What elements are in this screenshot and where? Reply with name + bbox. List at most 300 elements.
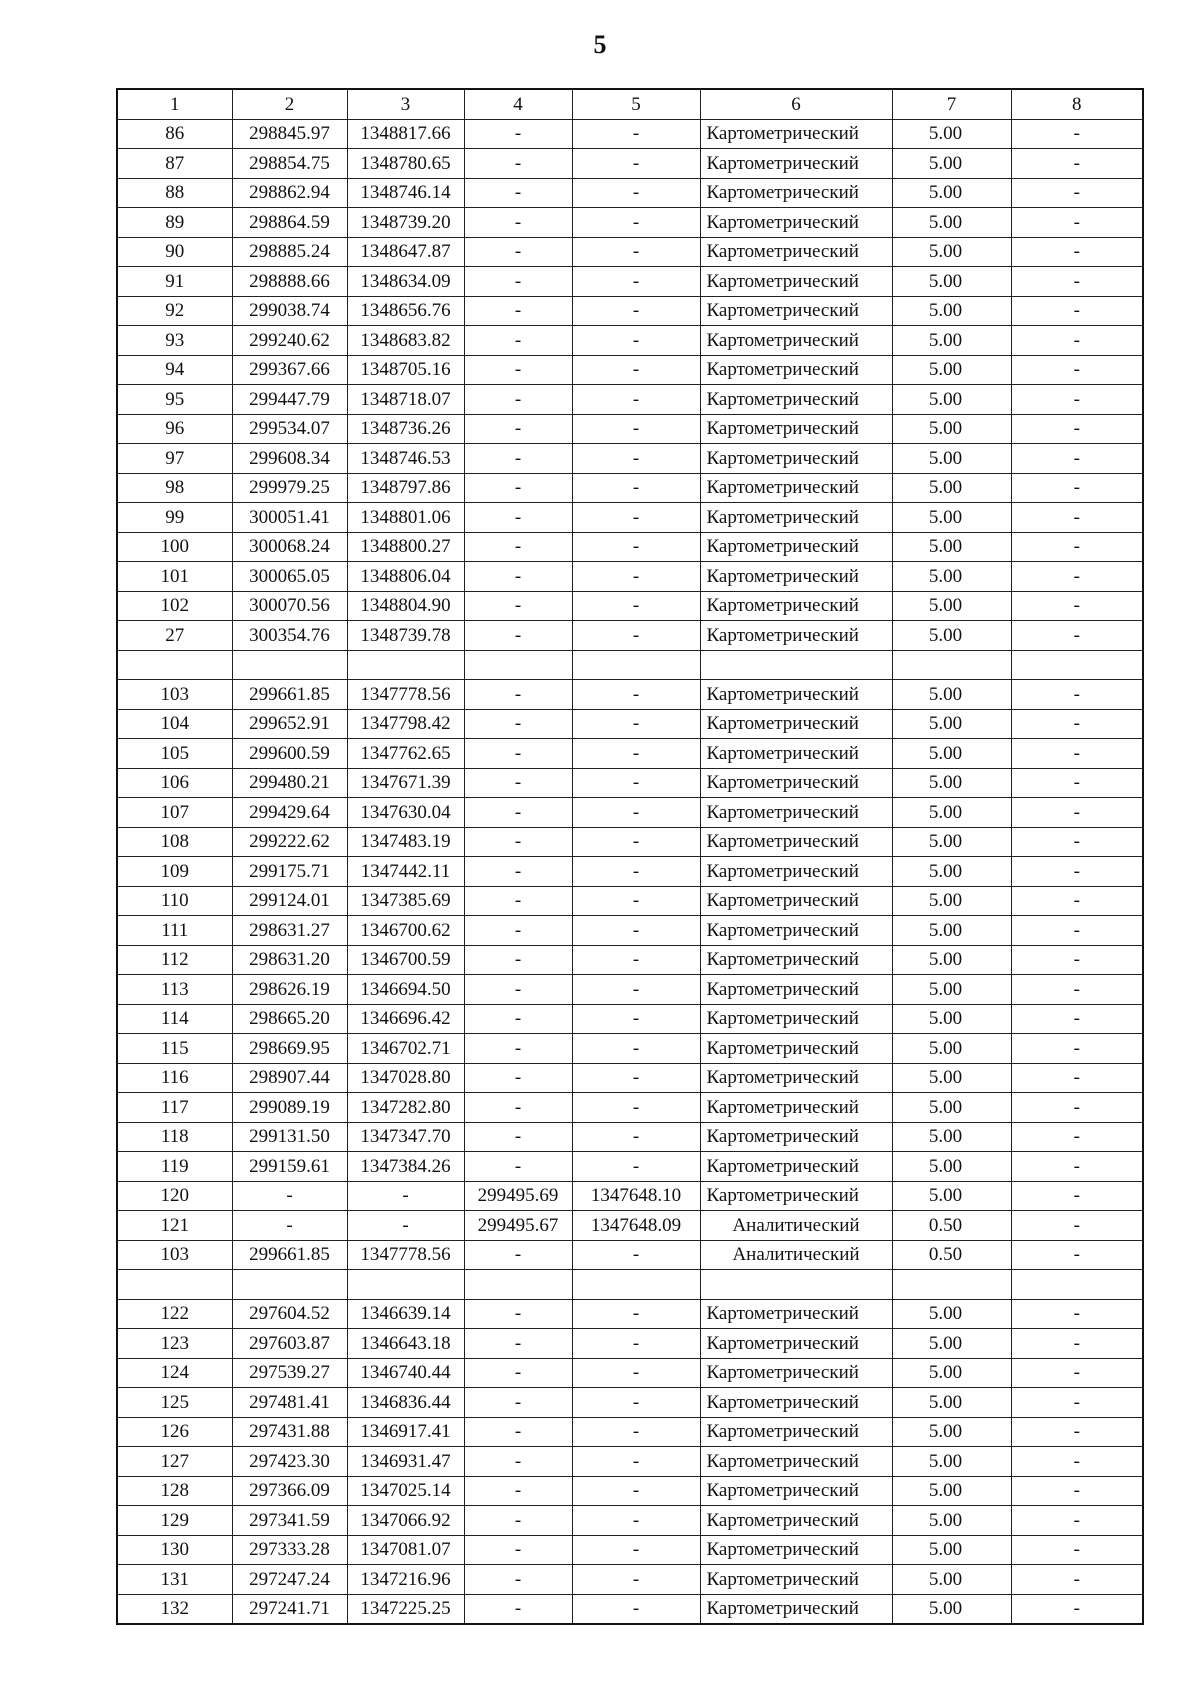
description-cell: - [1011, 886, 1143, 916]
x-coordinate-cell: 300065.05 [232, 562, 347, 592]
description-cell: - [1011, 739, 1143, 769]
description-cell: - [1011, 709, 1143, 739]
y-coordinate-cell: 1347762.65 [347, 739, 464, 769]
y-new-cell: - [572, 532, 700, 562]
x-new-cell: - [464, 208, 572, 238]
description-cell: - [1011, 444, 1143, 474]
table-row [117, 1211, 1143, 1241]
method-cell: Аналитический [700, 1211, 892, 1241]
x-coordinate-cell: 299222.62 [232, 827, 347, 857]
table-row [117, 1417, 1143, 1447]
table-row [117, 1535, 1143, 1565]
point-number-cell: 116 [117, 1063, 232, 1093]
description-cell: - [1011, 149, 1143, 179]
description-cell: - [1011, 1388, 1143, 1418]
y-coordinate-cell: 1347225.25 [347, 1594, 464, 1624]
table-row [117, 1329, 1143, 1359]
x-coordinate-cell: 297481.41 [232, 1388, 347, 1418]
description-cell: - [1011, 1093, 1143, 1123]
y-new-cell: - [572, 355, 700, 385]
x-new-cell: - [464, 916, 572, 946]
y-new-cell: - [572, 326, 700, 356]
table-row [117, 1447, 1143, 1477]
method-cell: Картометрический [700, 1181, 892, 1211]
x-new-cell: - [464, 444, 572, 474]
table-row [117, 768, 1143, 798]
description-cell [1011, 650, 1143, 680]
x-coordinate-cell: 299480.21 [232, 768, 347, 798]
accuracy-cell: 5.00 [892, 267, 1011, 297]
y-new-cell: - [572, 1240, 700, 1270]
x-coordinate-cell: 299652.91 [232, 709, 347, 739]
accuracy-cell: 5.00 [892, 1122, 1011, 1152]
method-cell: Картометрический [700, 1447, 892, 1477]
x-coordinate-cell: 299038.74 [232, 296, 347, 326]
x-coordinate-cell: 299608.34 [232, 444, 347, 474]
x-coordinate-cell: 299159.61 [232, 1152, 347, 1182]
point-number-cell: 117 [117, 1093, 232, 1123]
x-new-cell: - [464, 945, 572, 975]
x-new-cell: - [464, 1093, 572, 1123]
method-cell: Картометрический [700, 680, 892, 710]
y-new-cell: - [572, 208, 700, 238]
method-cell: Картометрический [700, 444, 892, 474]
description-cell: - [1011, 827, 1143, 857]
y-coordinate-cell: 1346702.71 [347, 1034, 464, 1064]
y-coordinate-cell: 1348800.27 [347, 532, 464, 562]
point-number-cell: 98 [117, 473, 232, 503]
description-cell: - [1011, 1211, 1143, 1241]
point-number-cell: 102 [117, 591, 232, 621]
y-new-cell: - [572, 945, 700, 975]
y-coordinate-cell: 1347028.80 [347, 1063, 464, 1093]
x-coordinate-cell: 299661.85 [232, 680, 347, 710]
method-cell: Картометрический [700, 1506, 892, 1536]
accuracy-cell: 5.00 [892, 503, 1011, 533]
table-row [117, 916, 1143, 946]
x-new-cell: - [464, 414, 572, 444]
x-new-cell: - [464, 1594, 572, 1624]
table-row [117, 473, 1143, 503]
accuracy-cell: 5.00 [892, 886, 1011, 916]
x-new-cell: - [464, 680, 572, 710]
description-cell: - [1011, 1417, 1143, 1447]
description-cell: - [1011, 1152, 1143, 1182]
y-coordinate-cell: 1347384.26 [347, 1152, 464, 1182]
x-coordinate-cell: 300051.41 [232, 503, 347, 533]
x-new-cell: - [464, 1447, 572, 1477]
x-coordinate-cell: 298845.97 [232, 119, 347, 149]
method-cell: Картометрический [700, 1034, 892, 1064]
point-number-cell: 104 [117, 709, 232, 739]
x-coordinate-cell: 297603.87 [232, 1329, 347, 1359]
x-coordinate-cell: 299600.59 [232, 739, 347, 769]
x-new-cell: - [464, 798, 572, 828]
accuracy-cell: 5.00 [892, 1004, 1011, 1034]
y-coordinate-cell: 1346696.42 [347, 1004, 464, 1034]
method-cell: Картометрический [700, 1299, 892, 1329]
y-new-cell: - [572, 267, 700, 297]
x-coordinate-cell: 297431.88 [232, 1417, 347, 1447]
point-number-cell: 115 [117, 1034, 232, 1064]
method-cell: Картометрический [700, 1388, 892, 1418]
accuracy-cell: 5.00 [892, 827, 1011, 857]
x-coordinate-cell: 298907.44 [232, 1063, 347, 1093]
description-cell: - [1011, 1358, 1143, 1388]
y-new-cell: - [572, 119, 700, 149]
x-coordinate-cell: 298631.27 [232, 916, 347, 946]
x-new-cell: - [464, 503, 572, 533]
point-number-cell: 90 [117, 237, 232, 267]
point-number-cell: 86 [117, 119, 232, 149]
y-new-cell: - [572, 768, 700, 798]
table-row [117, 680, 1143, 710]
x-coordinate-cell: 297333.28 [232, 1535, 347, 1565]
x-coordinate-cell: 298885.24 [232, 237, 347, 267]
method-cell: Картометрический [700, 414, 892, 444]
table-row [117, 857, 1143, 887]
table-row [117, 1358, 1143, 1388]
method-cell: Картометрический [700, 1476, 892, 1506]
point-number-cell: 130 [117, 1535, 232, 1565]
x-new-cell: - [464, 1034, 572, 1064]
x-coordinate-cell: 299124.01 [232, 886, 347, 916]
method-cell: Картометрический [700, 237, 892, 267]
point-number-cell: 121 [117, 1211, 232, 1241]
accuracy-cell: 5.00 [892, 473, 1011, 503]
y-coordinate-cell: 1348817.66 [347, 119, 464, 149]
x-coordinate-cell: 299429.64 [232, 798, 347, 828]
table-row [117, 621, 1143, 651]
description-cell: - [1011, 385, 1143, 415]
accuracy-cell: 5.00 [892, 355, 1011, 385]
accuracy-cell: 5.00 [892, 945, 1011, 975]
description-cell: - [1011, 326, 1143, 356]
accuracy-cell: 5.00 [892, 1565, 1011, 1595]
x-new-cell: - [464, 1388, 572, 1418]
point-number-cell: 123 [117, 1329, 232, 1359]
accuracy-cell: 5.00 [892, 1594, 1011, 1624]
x-new-cell: - [464, 591, 572, 621]
method-cell: Картометрический [700, 1122, 892, 1152]
table-row [117, 503, 1143, 533]
method-cell [700, 1270, 892, 1300]
y-coordinate-cell: 1347216.96 [347, 1565, 464, 1595]
x-new-cell: - [464, 149, 572, 179]
method-cell: Картометрический [700, 355, 892, 385]
accuracy-cell: 5.00 [892, 1476, 1011, 1506]
description-cell: - [1011, 591, 1143, 621]
x-new-cell: - [464, 326, 572, 356]
description-cell: - [1011, 1594, 1143, 1624]
y-coordinate-cell: - [347, 1181, 464, 1211]
y-coordinate-cell: 1348705.16 [347, 355, 464, 385]
description-cell: - [1011, 621, 1143, 651]
table-row [117, 1004, 1143, 1034]
accuracy-cell: 5.00 [892, 119, 1011, 149]
table-row [117, 1388, 1143, 1418]
y-new-cell: - [572, 798, 700, 828]
point-number-cell: 91 [117, 267, 232, 297]
method-cell: Картометрический [700, 119, 892, 149]
table-row [117, 267, 1143, 297]
point-number-cell: 101 [117, 562, 232, 592]
description-cell: - [1011, 355, 1143, 385]
accuracy-cell: 5.00 [892, 709, 1011, 739]
accuracy-cell: 5.00 [892, 1181, 1011, 1211]
accuracy-cell: 5.00 [892, 1388, 1011, 1418]
y-coordinate-cell: 1347347.70 [347, 1122, 464, 1152]
x-new-cell: - [464, 1358, 572, 1388]
table-row [117, 1594, 1143, 1624]
column-header: 6 [700, 89, 892, 119]
accuracy-cell: 5.00 [892, 1358, 1011, 1388]
accuracy-cell: 5.00 [892, 385, 1011, 415]
y-new-cell: - [572, 178, 700, 208]
point-number-cell: 118 [117, 1122, 232, 1152]
y-coordinate-cell: 1347282.80 [347, 1093, 464, 1123]
point-number-cell: 94 [117, 355, 232, 385]
y-new-cell: - [572, 1299, 700, 1329]
y-new-cell: - [572, 414, 700, 444]
y-new-cell: - [572, 1122, 700, 1152]
method-cell: Картометрический [700, 503, 892, 533]
x-coordinate-cell: 299534.07 [232, 414, 347, 444]
x-new-cell: - [464, 385, 572, 415]
x-new-cell: - [464, 709, 572, 739]
accuracy-cell: 5.00 [892, 975, 1011, 1005]
y-new-cell: - [572, 503, 700, 533]
accuracy-cell: 5.00 [892, 178, 1011, 208]
table-row [117, 1240, 1143, 1270]
accuracy-cell: 5.00 [892, 1535, 1011, 1565]
point-number-cell [117, 650, 232, 680]
x-coordinate-cell: 297247.24 [232, 1565, 347, 1595]
method-cell: Картометрический [700, 1063, 892, 1093]
accuracy-cell: 5.00 [892, 768, 1011, 798]
x-coordinate-cell: 300070.56 [232, 591, 347, 621]
description-cell: - [1011, 208, 1143, 238]
description-cell: - [1011, 1240, 1143, 1270]
y-coordinate-cell: 1347630.04 [347, 798, 464, 828]
point-number-cell: 106 [117, 768, 232, 798]
x-coordinate-cell: 299661.85 [232, 1240, 347, 1270]
y-coordinate-cell: - [347, 1211, 464, 1241]
description-cell: - [1011, 1565, 1143, 1595]
method-cell: Картометрический [700, 1093, 892, 1123]
point-number-cell: 127 [117, 1447, 232, 1477]
table-row [117, 562, 1143, 592]
description-cell: - [1011, 237, 1143, 267]
y-coordinate-cell: 1347778.56 [347, 680, 464, 710]
y-new-cell: - [572, 1535, 700, 1565]
x-new-cell: 299495.67 [464, 1211, 572, 1241]
x-coordinate-cell [232, 1270, 347, 1300]
table-row [117, 1565, 1143, 1595]
accuracy-cell: 5.00 [892, 1093, 1011, 1123]
y-new-cell: - [572, 827, 700, 857]
x-new-cell: - [464, 178, 572, 208]
description-cell: - [1011, 119, 1143, 149]
y-coordinate-cell: 1347778.56 [347, 1240, 464, 1270]
x-coordinate-cell: - [232, 1211, 347, 1241]
description-cell: - [1011, 975, 1143, 1005]
accuracy-cell: 0.50 [892, 1211, 1011, 1241]
x-coordinate-cell: 300354.76 [232, 621, 347, 651]
x-coordinate-cell: 298864.59 [232, 208, 347, 238]
point-number-cell: 124 [117, 1358, 232, 1388]
point-number-cell: 89 [117, 208, 232, 238]
point-number-cell: 122 [117, 1299, 232, 1329]
table-row [117, 709, 1143, 739]
x-new-cell: - [464, 267, 572, 297]
y-coordinate-cell: 1346700.62 [347, 916, 464, 946]
table-row [117, 1063, 1143, 1093]
method-cell: Картометрический [700, 267, 892, 297]
accuracy-cell: 5.00 [892, 532, 1011, 562]
x-new-cell: - [464, 886, 572, 916]
y-coordinate-cell: 1346836.44 [347, 1388, 464, 1418]
point-number-cell: 125 [117, 1388, 232, 1418]
point-number-cell: 112 [117, 945, 232, 975]
column-header: 1 [117, 89, 232, 119]
x-new-cell: - [464, 857, 572, 887]
point-number-cell: 119 [117, 1152, 232, 1182]
y-new-cell: - [572, 591, 700, 621]
x-new-cell: - [464, 621, 572, 651]
accuracy-cell: 5.00 [892, 1063, 1011, 1093]
table-row [117, 1122, 1143, 1152]
y-coordinate-cell: 1347066.92 [347, 1506, 464, 1536]
y-coordinate-cell [347, 1270, 464, 1300]
y-coordinate-cell: 1348683.82 [347, 326, 464, 356]
accuracy-cell: 5.00 [892, 1034, 1011, 1064]
description-cell: - [1011, 768, 1143, 798]
method-cell: Картометрический [700, 1417, 892, 1447]
x-coordinate-cell: - [232, 1181, 347, 1211]
table-row [117, 149, 1143, 179]
x-coordinate-cell: 297423.30 [232, 1447, 347, 1477]
x-new-cell: - [464, 739, 572, 769]
x-new-cell: - [464, 1004, 572, 1034]
y-coordinate-cell: 1348656.76 [347, 296, 464, 326]
table-body [117, 119, 1143, 1624]
y-new-cell [572, 1270, 700, 1300]
point-number-cell: 114 [117, 1004, 232, 1034]
y-new-cell: - [572, 562, 700, 592]
table-row [117, 975, 1143, 1005]
method-cell: Картометрический [700, 1358, 892, 1388]
y-new-cell: - [572, 473, 700, 503]
x-coordinate-cell: 297604.52 [232, 1299, 347, 1329]
point-number-cell: 129 [117, 1506, 232, 1536]
table-row [117, 385, 1143, 415]
y-new-cell: 1347648.09 [572, 1211, 700, 1241]
x-coordinate-cell: 297539.27 [232, 1358, 347, 1388]
x-new-cell [464, 650, 572, 680]
y-new-cell: - [572, 739, 700, 769]
y-coordinate-cell: 1348634.09 [347, 267, 464, 297]
method-cell: Картометрический [700, 149, 892, 179]
table-row [117, 237, 1143, 267]
method-cell: Картометрический [700, 385, 892, 415]
table-row [117, 1034, 1143, 1064]
x-coordinate-cell: 297241.71 [232, 1594, 347, 1624]
table-row [117, 1476, 1143, 1506]
accuracy-cell: 5.00 [892, 237, 1011, 267]
method-cell: Картометрический [700, 1535, 892, 1565]
accuracy-cell: 5.00 [892, 680, 1011, 710]
y-new-cell: - [572, 444, 700, 474]
y-new-cell: 1347648.10 [572, 1181, 700, 1211]
table-row [117, 1093, 1143, 1123]
table-row [117, 178, 1143, 208]
x-coordinate-cell: 298862.94 [232, 178, 347, 208]
point-number-cell: 95 [117, 385, 232, 415]
table-row [117, 1270, 1143, 1300]
table-row [117, 591, 1143, 621]
method-cell: Картометрический [700, 1152, 892, 1182]
table-row [117, 444, 1143, 474]
x-new-cell: - [464, 1329, 572, 1359]
description-cell: - [1011, 414, 1143, 444]
y-coordinate-cell: 1346694.50 [347, 975, 464, 1005]
description-cell: - [1011, 1004, 1143, 1034]
x-coordinate-cell: 300068.24 [232, 532, 347, 562]
description-cell: - [1011, 945, 1143, 975]
accuracy-cell: 0.50 [892, 1240, 1011, 1270]
y-coordinate-cell: 1347798.42 [347, 709, 464, 739]
x-new-cell: - [464, 1506, 572, 1536]
point-number-cell: 87 [117, 149, 232, 179]
description-cell: - [1011, 1181, 1143, 1211]
x-coordinate-cell: 299131.50 [232, 1122, 347, 1152]
point-number-cell: 126 [117, 1417, 232, 1447]
point-number-cell: 103 [117, 680, 232, 710]
y-coordinate-cell: 1348739.20 [347, 208, 464, 238]
x-new-cell: - [464, 1417, 572, 1447]
method-cell [700, 650, 892, 680]
table-header-row [117, 89, 1143, 119]
y-coordinate-cell: 1346700.59 [347, 945, 464, 975]
y-coordinate-cell: 1348739.78 [347, 621, 464, 651]
y-coordinate-cell: 1348797.86 [347, 473, 464, 503]
point-number-cell: 88 [117, 178, 232, 208]
accuracy-cell: 5.00 [892, 208, 1011, 238]
x-coordinate-cell [232, 650, 347, 680]
x-new-cell: - [464, 1476, 572, 1506]
description-cell: - [1011, 1506, 1143, 1536]
x-coordinate-cell: 299089.19 [232, 1093, 347, 1123]
y-new-cell: - [572, 1417, 700, 1447]
coordinates-table [116, 88, 1144, 1625]
point-number-cell: 92 [117, 296, 232, 326]
table-row [117, 532, 1143, 562]
y-coordinate-cell: 1347442.11 [347, 857, 464, 887]
method-cell: Картометрический [700, 739, 892, 769]
method-cell: Картометрический [700, 178, 892, 208]
y-coordinate-cell: 1346917.41 [347, 1417, 464, 1447]
y-new-cell: - [572, 1476, 700, 1506]
y-coordinate-cell: 1348804.90 [347, 591, 464, 621]
accuracy-cell: 5.00 [892, 1329, 1011, 1359]
point-number-cell: 103 [117, 1240, 232, 1270]
y-new-cell: - [572, 886, 700, 916]
description-cell: - [1011, 1447, 1143, 1477]
table-row [117, 827, 1143, 857]
point-number-cell: 99 [117, 503, 232, 533]
table-row [117, 355, 1143, 385]
